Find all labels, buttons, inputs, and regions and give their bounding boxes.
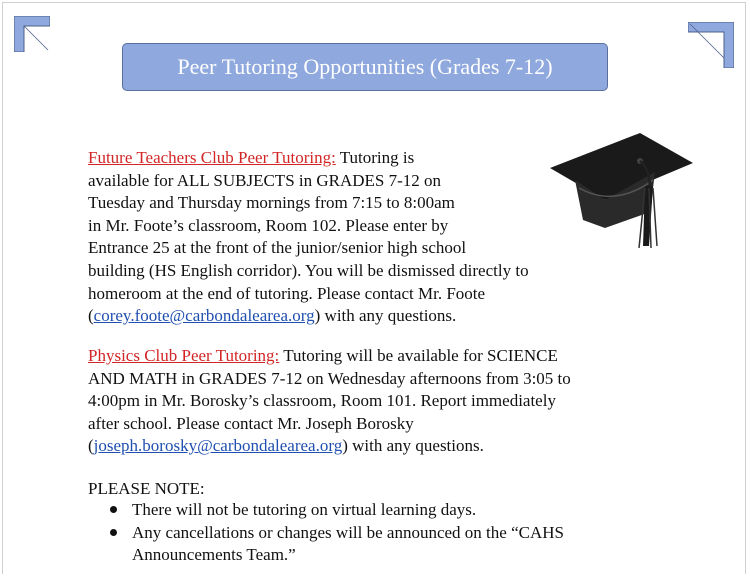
list-item: Any cancellations or changes will be announced on the “CAHS Announcements Team.” bbox=[104, 522, 564, 566]
future-teachers-heading: Future Teachers Club Peer Tutoring: bbox=[88, 148, 336, 167]
note-list bbox=[104, 499, 564, 567]
physics-club-paragraph: Physics Club Peer Tutoring: Tutoring will be available for SCIENCE AND MATH in GRADES 7-12 on Wednesday afternoons from 3:05 to 4:00pm in Mr. Borosky’s classroom, Room 101. Report immediately after school. Please contact Mr. Joseph Borosky (joseph.borosky@carbondalearea.org) with any questions. bbox=[88, 346, 571, 456]
physics-club-heading: Physics Club Peer Tutoring: bbox=[88, 346, 280, 365]
foote-email-link[interactable]: corey.foote@carbondalearea.org bbox=[93, 306, 315, 326]
list-item: There will not be tutoring on virtual learning days. bbox=[104, 499, 564, 521]
page-title: Peer Tutoring Opportunities (Grades 7-12) bbox=[122, 43, 608, 91]
bullet-icon bbox=[110, 506, 117, 513]
please-note-label: PLEASE NOTE: bbox=[88, 479, 205, 498]
corner-ornament-icon bbox=[688, 22, 734, 68]
borosky-email-link[interactable]: joseph.borosky@carbondalearea.org bbox=[93, 436, 343, 456]
graduation-cap-icon bbox=[545, 128, 695, 253]
corner-ornament-icon bbox=[14, 16, 50, 52]
bullet-icon bbox=[110, 529, 117, 536]
future-teachers-paragraph: Future Teachers Club Peer Tutoring: Tutoring is available for ALL SUBJECTS in GRADES 7-12 on Tuesday and Thursday mornings from 7:15 to 8:00am in Mr. Foote’s classroom, Room 102. Please enter by Entrance 25 at the front of the junior/senior high school building (HS English corridor). You will be dismissed directly to homeroom at the end of tutoring. Please contact Mr. Foote (corey.foote@carbondalearea.org) with any questions. bbox=[88, 148, 529, 326]
